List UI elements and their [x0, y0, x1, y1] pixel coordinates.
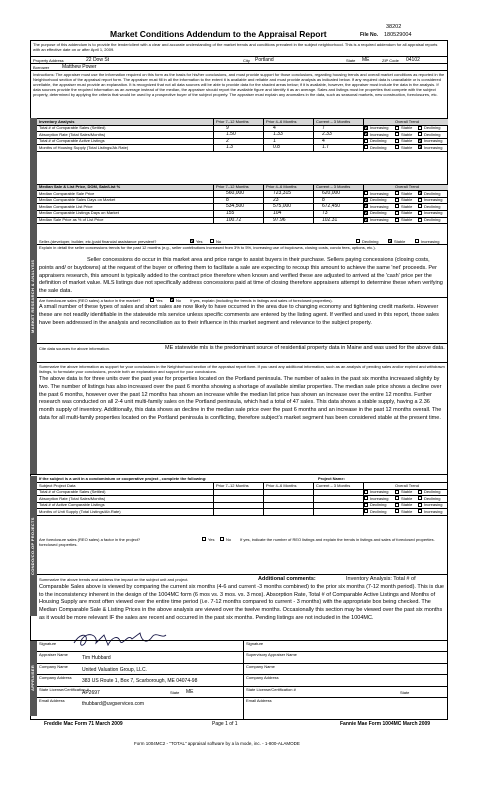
median-header-3: Current – 3 Months — [316, 184, 351, 189]
market-research-sidebar: MARKET RESEARCH & ANALYSIS — [30, 118, 37, 474]
seller-trend-stable-checkbox[interactable] — [388, 239, 392, 243]
condo-trend-checkbox-declining[interactable] — [364, 509, 368, 513]
left-signature-label: Signature — [39, 641, 57, 646]
median-hline — [37, 223, 448, 224]
condo-row-label: Months of Unit Supply (Total Listings/Ab.Rate) — [39, 508, 121, 514]
condo-vline — [213, 482, 214, 515]
seller-assist-yes-checkbox[interactable] — [190, 239, 194, 243]
condo-trend-increasing: Increasing — [424, 502, 443, 508]
median-vline — [313, 184, 314, 224]
condo-trend-checkbox-stable[interactable] — [395, 503, 399, 507]
median-cell-cur[interactable]: 102.31 — [322, 216, 338, 223]
seller-assist-question: Seller-(developer, builder, etc.)paid financial assistance prevalent? — [39, 239, 157, 244]
median-cell-p712[interactable]: 534,500 — [226, 203, 245, 210]
sig-hline — [37, 686, 448, 687]
left-company[interactable]: United Valuation Group, LLC. — [82, 666, 147, 673]
inventory-trend-increasing: Increasing — [424, 144, 443, 150]
median-row-label: Median Comparable List Price — [39, 203, 93, 209]
seller-trend-declining: Declining — [362, 239, 379, 244]
condo-row-label: Total # of Active Comparable Listings — [39, 502, 105, 508]
seller-concessions-prompt: Explain in detail the seller concessions trends for the past 12 months (e.g., seller contributions increased from 3% to 5%, increasing use of buydowns, closing costs, condo fees, options, etc.). — [39, 245, 376, 250]
median-trend-increasing: Increasing — [424, 197, 443, 203]
inventory-trend-increasing: Increasing — [370, 131, 389, 137]
left-email[interactable]: thubbard@uvgservices.com — [82, 701, 145, 707]
inventory-header-1: Prior 7–12 Months — [216, 118, 249, 124]
condo-trend-increasing: Increasing — [370, 495, 389, 501]
median-trend-increasing: Increasing — [370, 190, 389, 196]
median-trend-checkbox-increasing[interactable] — [364, 204, 368, 208]
median-trend-declining: Declining — [370, 210, 387, 216]
median-hline — [37, 184, 448, 185]
condo-header-1: Prior 7–12 Months — [216, 482, 249, 488]
inventory-cell-p46[interactable]: 0.8 — [273, 144, 280, 151]
median-trend-checkbox-declining[interactable] — [364, 198, 368, 202]
sig-hline — [37, 697, 448, 698]
median-trend-stable: Stable — [401, 217, 413, 222]
foreclosure-prompt: If yes, explain (including the trends in listings and sales of foreclosed properties). — [190, 298, 333, 303]
median-row-label: Median Sale Price as % of List Price — [39, 217, 104, 222]
inventory-trend-checkbox-declining[interactable] — [418, 126, 422, 130]
additional-comments-text[interactable]: Inventory Analysis: Total # of Comparable Sales above is viewed by comparing the current six months (4-6 and current -3 months combined) to the prior six months (7-12 month period). This is due to the inconsistency inherent in the design of the 1004MC form (6 mos vs. 3 mos. vs. 3 mos). Absorption Rate, Total # of Comparable Active Listings and Months of Housing Supply are most often viewed over the entire time period (i.e. 7-12 months compared to current - 3 months) with the appropriate box being checked. The Median Comparable Sale & Listing Prices in the above analysis are viewed over the twelve months. Occasionally this section may be viewed over the past six months as it would be more relevant IF the sales are recent and occurred in the past six months. Pending listings are not included in the 1004MC. — [39, 576, 444, 621]
condo-reo-prompt: If yes, indicate the number of REO listings and explain the trends in listings and sales of foreclosed properties. — [240, 537, 435, 542]
seller-trend-increasing-checkbox[interactable] — [415, 239, 419, 243]
footer-bottom: Form 1004MC2 - "TOTAL" appraisal software by a la mode, inc. - 1-800-ALAMODE — [134, 741, 300, 746]
borrower[interactable]: Matthew Power — [62, 64, 97, 70]
condo-trend-declining: Declining — [370, 508, 387, 514]
inventory-trend-checkbox-increasing[interactable] — [364, 132, 368, 136]
inventory-trend-stable: Stable — [401, 125, 413, 131]
condo-trend-increasing: Increasing — [370, 489, 389, 495]
left-name[interactable]: Tim Hubbard — [82, 655, 111, 662]
median-cell-cur[interactable]: 672,450 — [322, 203, 341, 210]
right-license-label: State License/Certification # — [246, 686, 296, 692]
inventory-cell-p46[interactable]: 1.33 — [273, 131, 283, 138]
state-label: State — [346, 58, 356, 63]
condo-trend-declining: Declining — [424, 495, 441, 501]
condo-trend-checkbox-increasing[interactable] — [364, 490, 368, 494]
condo-trend-stable: Stable — [401, 489, 413, 495]
condo-sidebar: CONDO/CO-OP PROJECTS — [30, 476, 37, 616]
foreclosure-yes-checkbox[interactable] — [150, 298, 154, 302]
condo-reo-question: Are foreclosure sales (REO sales) a factor in the project? — [39, 537, 141, 542]
city[interactable]: Portland — [255, 57, 274, 63]
condo-header-4: Overall Trend — [395, 482, 420, 488]
condo-reo-prompt-cont: foreclosed properties. — [39, 542, 78, 547]
condo-trend-checkbox-stable[interactable] — [395, 496, 399, 500]
right-name-label: Supervisory Appraiser Name — [246, 652, 297, 658]
inventory-cell-cur[interactable]: 2.33 — [322, 131, 332, 138]
inventory-row-label: Absorption Rate (Total Sales/Months) — [39, 131, 106, 137]
median-trend-declining: Declining — [424, 217, 441, 222]
median-cell-p712[interactable]: 8 — [226, 196, 229, 203]
left-address[interactable]: 383 US Route 1, Box 7, Scarborough, ME 04074-98 — [82, 678, 198, 685]
condo-hline — [37, 515, 448, 516]
median-trend-checkbox-increasing[interactable] — [418, 198, 422, 202]
inventory-trend-checkbox-stable[interactable] — [395, 139, 399, 143]
condo-reo-yes: Yes — [208, 537, 215, 542]
form-title: Market Conditions Addendum to the Appraisal Report — [110, 29, 327, 39]
inventory-cell-p712[interactable]: 2 — [226, 137, 229, 144]
median-trend-checkbox-increasing[interactable] — [418, 211, 422, 215]
condo-trend-stable: Stable — [401, 502, 413, 508]
median-trend-increasing: Increasing — [424, 210, 443, 216]
foreclosure-question: Are foreclosure sales (REO sales) a factor in the market? — [39, 298, 141, 303]
inventory-trend-increasing: Increasing — [424, 138, 443, 144]
median-trend-declining: Declining — [370, 197, 387, 203]
median-trend-increasing: Increasing — [370, 203, 389, 209]
seller-assist-no-label: No — [216, 239, 222, 244]
median-trend-stable: Stable — [401, 197, 413, 203]
left-address-label: Company Address — [39, 675, 72, 681]
median-cell-p46[interactable]: 575,000 — [273, 203, 292, 210]
median-cell-p712[interactable]: 100.72 — [226, 216, 242, 223]
right-state-label: State — [400, 689, 410, 695]
condo-trend-checkbox-increasing[interactable] — [418, 503, 422, 507]
condo-trend-checkbox-increasing[interactable] — [418, 509, 422, 513]
condo-trend-checkbox-stable[interactable] — [395, 490, 399, 494]
condo-question: If the subject is a unit in a condominium or cooperative project , complete the following: — [39, 476, 207, 481]
inventory-header-0: Inventory Analysis — [39, 118, 75, 124]
median-trend-checkbox-increasing[interactable] — [364, 191, 368, 195]
inventory-trend-checkbox-increasing[interactable] — [418, 139, 422, 143]
property-address[interactable]: 22 Dow St — [86, 57, 110, 63]
inventory-trend-checkbox-declining[interactable] — [418, 132, 422, 136]
median-cell-p46[interactable]: 723,315 — [273, 190, 292, 197]
inventory-trend-stable: Stable — [401, 131, 413, 137]
file-no: 180529004 — [384, 32, 412, 38]
right-company-label: Company Name — [246, 663, 275, 669]
project-name-label: Project Name: — [318, 476, 345, 481]
median-header-4: Overall Trend — [395, 184, 420, 189]
median-row-label: Median Comparable Sale Price — [39, 190, 95, 196]
median-cell-cur[interactable]: 8 — [322, 196, 325, 203]
condo-trend-stable: Stable — [401, 495, 413, 501]
top-number: 38202 — [386, 24, 402, 30]
summary-text[interactable]: The above data is for three units over the past year for properties located on the Portland peninsula. The number of sales in the past six months increased slightly by two. The number of listings has also increased over the past 6 months showing a shortage of available similar properties. The median sale price shows a decline over the past 6 months, however over the past 12 months has shown an increase while the median list price has shown an increase over the entire 12 months. Further research was conducted on all 2-4 unit multi-family sales on the Portland peninsula, which had a total of 47 sales. This data shows a stable supply, having a 2.36 month supply of inventory. Additionally, this data shows an decline in the median sale price over the past 6 months and an increase in the past 12 months overall. The data for all multi-family properties located on the Portland peninsula is conflicting, therefore subject's market segment has been considered stable at the present time. — [39, 376, 442, 421]
inventory-trend-checkbox-stable[interactable] — [395, 145, 399, 149]
condo-reo-no-checkbox[interactable] — [220, 537, 224, 541]
data-sources-prompt: Cite data sources for above information. — [39, 346, 110, 351]
condo-summary-prompt: Summarize the above trends and address the impact on the subject unit and project. — [39, 577, 189, 582]
condo-reo-yes-checkbox[interactable] — [202, 537, 206, 541]
median-cell-p712[interactable]: 155 — [226, 209, 235, 216]
instructions-text: Instructions: The appraiser must use the information required on this form as the basis for his/her conclusions, and must provide support for those conclusions, regarding housing trends and overall market conditions as reported in the Neighborhood section of the appraisal report form. The appraiser must fill in all the information to the extent it is available and reliable and must provide analysis as indicated below. If any required data is unavailable or is considered unreliable, the appraiser must provide an explanation. It is recognized that not all data sources will be able to provide data for the shaded areas below; if it is available, however, the appraiser must include the data in the analysis. If data sources provide the required information as an average instead of the median, the appraiser should report the available figure and identify it as an average. Sales and listings must be properties that compete with the subject property, determined by applying the criteria that would be used by a prospective buyer of the subject property. The appraiser must explain any anomalies in the data, such as seasonal markets, new construction, foreclosures, etc. — [33, 72, 445, 97]
footer-left: Freddie Mac Form 71 March 2009 — [44, 721, 123, 727]
median-vline — [213, 184, 214, 224]
inventory-trend-stable: Stable — [401, 138, 413, 144]
inventory-vline — [213, 118, 214, 151]
foreclosure-no-label: No — [176, 298, 182, 303]
foreclosure-no-checkbox[interactable] — [170, 298, 174, 302]
median-trend-increasing: Increasing — [370, 217, 389, 222]
summary-prompt: Summarize the above information as support for your conclusions in the Neighborhood section of the appraisal report form. If you used any additional information, such as an analysis of pending sales and/or expired and withdrawn listings, to formulate your conclusions, provide both an explanation and support for your conclusions. — [39, 364, 445, 374]
median-row-label: Median Comparable Sales Days on Market — [39, 197, 116, 203]
city-label: City — [243, 58, 250, 63]
inventory-trend-checkbox-increasing[interactable] — [364, 126, 368, 130]
condo-row-label: Total # of Comparable Sales (Settled) — [39, 489, 106, 495]
inventory-cell-p712[interactable]: 1.3 — [226, 144, 233, 151]
condo-vline — [263, 482, 264, 515]
sig-hline — [37, 674, 448, 675]
inventory-trend-stable: Stable — [401, 144, 413, 150]
seller-concessions-text[interactable]: Seller concessions do occur in this market area and price range to assist buyers in their purchase. Sellers paying concessions (closing costs, points and/ or buydowns) at the request of the buyer or offering them to facilitate a sale are expecting to recoup this amount to achieve the same 'net' proceeds. Per appraisers research, this amount is typically added to the contract price therefore when known and verified these are adjusted to arrived at the 'cash' price per the definition of market value. MLS listings due not specifically address concessions paid at time of closing therefore appraisers attempt to determine these when verifying the sale data. — [39, 257, 443, 295]
median-trend-checkbox-declining[interactable] — [418, 218, 422, 222]
appraiser-sidebar: APPRAISER — [30, 640, 37, 716]
median-trend-checkbox-declining[interactable] — [418, 191, 422, 195]
median-trend-checkbox-stable[interactable] — [395, 218, 399, 222]
inventory-hline — [37, 151, 448, 152]
sig-hline — [37, 663, 448, 664]
median-cell-cur[interactable]: 73 — [322, 209, 328, 216]
median-header-0: Median Sale & List Price, DOM, Sale/List % — [39, 184, 121, 189]
condo-header-0: Subject Project Data — [39, 482, 76, 488]
condo-trend-increasing: Increasing — [424, 508, 443, 514]
median-row-label: Median Comparable Listings Days on Market — [39, 210, 119, 216]
median-header-2: Prior 4–6 Months — [266, 184, 297, 189]
inventory-header-4: Overall Trend — [395, 118, 420, 124]
property-address-label: Property Address — [33, 58, 64, 63]
inventory-trend-checkbox-increasing[interactable] — [418, 145, 422, 149]
seller-trend-increasing: Increasing — [421, 239, 440, 244]
condo-trend-stable: Stable — [401, 508, 413, 514]
median-cell-p46[interactable]: 104 — [273, 209, 282, 216]
condo-reo-no: No — [226, 537, 232, 542]
left-state[interactable]: ME — [186, 688, 194, 695]
inventory-header-3: Current – 3 Months — [316, 118, 351, 124]
inventory-cell-p46[interactable]: 4 — [273, 124, 276, 131]
median-trend-declining: Declining — [424, 190, 441, 196]
inventory-trend-declining: Declining — [424, 131, 441, 137]
condo-trend-checkbox-declining[interactable] — [418, 490, 422, 494]
inventory-hline — [37, 118, 448, 119]
inventory-row-label: Total # of Comparable Active Listings — [39, 138, 105, 144]
foreclosure-text[interactable]: A small number of these types of sales and short sales are now likely to have occurred in the area due to changing economy and tightening credit markets. However these are not readily identifiable in the statewide mls service unless specific comments are entered by the listing agent. If verified and used in this report, those sales have been addressed in the analysis and reconciliation as to their influence in this market segment and relevance to the subject property. — [39, 304, 439, 326]
median-trend-stable: Stable — [401, 190, 413, 196]
left-state-label: State — [170, 689, 180, 695]
inventory-trend-checkbox-declining[interactable] — [364, 139, 368, 143]
foreclosure-yes-label: Yes — [156, 298, 163, 303]
additional-comments-label: Additional comments: — [258, 576, 316, 582]
left-name-label: Appraiser Name — [39, 652, 68, 658]
purpose-text: The purpose of this addendum is to provide the lender/client with a clear and accurate understanding of the market trends and conditions prevalent in the subject neighborhood. This is a required addendum for all appraisal reports with an effective date on or after April 1, 2009. — [33, 42, 438, 52]
zip[interactable]: 04102 — [406, 57, 420, 63]
median-cell-cur[interactable]: 620,000 — [322, 190, 341, 197]
inventory-trend-checkbox-stable[interactable] — [395, 126, 399, 130]
inventory-trend-checkbox-declining[interactable] — [364, 145, 368, 149]
condo-header-3: Current – 3 Months — [316, 482, 351, 488]
median-trend-declining: Declining — [424, 203, 441, 209]
inventory-cell-p712[interactable]: 1.50 — [226, 131, 236, 138]
seller-assist-no-checkbox[interactable] — [210, 239, 214, 243]
inventory-cell-cur[interactable]: 1.7 — [322, 144, 329, 151]
median-cell-p712[interactable]: 560,000 — [226, 190, 245, 197]
median-trend-checkbox-declining[interactable] — [418, 204, 422, 208]
left-company-label: Company Name — [39, 663, 68, 669]
seller-trend-stable: Stable — [394, 239, 406, 244]
data-sources-text[interactable]: ME statewide mls is the predominant source of residential property data in Maine and was used for the above data. — [165, 345, 445, 351]
seller-assist-yes-label: Yes — [196, 239, 203, 244]
median-cell-p46[interactable]: 23 — [273, 196, 279, 203]
median-trend-stable: Stable — [401, 203, 413, 209]
median-trend-checkbox-stable[interactable] — [395, 204, 399, 208]
condo-trend-checkbox-increasing[interactable] — [364, 496, 368, 500]
left-license-label: State License/Certification # — [39, 686, 89, 692]
condo-hline — [37, 482, 448, 483]
condo-trend-checkbox-declining[interactable] — [418, 496, 422, 500]
file-no-label: File No. — [360, 32, 379, 38]
median-vline — [263, 184, 264, 224]
state[interactable]: ME — [362, 57, 370, 63]
condo-row-label: Absorption Rate (Total Sales/Months) — [39, 495, 106, 501]
footer-center: Page 1 of 1 — [212, 721, 238, 727]
right-signature-label: Signature — [246, 641, 264, 646]
condo-trend-checkbox-declining[interactable] — [364, 503, 368, 507]
inventory-cell-cur[interactable]: 4 — [322, 137, 325, 144]
median-trend-checkbox-stable[interactable] — [395, 191, 399, 195]
median-trend-checkbox-stable[interactable] — [395, 198, 399, 202]
seller-trend-declining-checkbox[interactable] — [356, 239, 360, 243]
median-cell-p46[interactable]: 97.96 — [273, 216, 286, 223]
median-trend-checkbox-increasing[interactable] — [364, 218, 368, 222]
inventory-row-label: Total # of Comparable Sales (Settled) — [39, 125, 106, 131]
inventory-trend-declining: Declining — [370, 144, 387, 150]
condo-header-2: Prior 4–6 Months — [266, 482, 297, 488]
right-email-label: Email Address — [246, 698, 272, 703]
left-email-label: Email Address — [39, 698, 65, 703]
condo-trend-checkbox-stable[interactable] — [395, 509, 399, 513]
condo-vline — [313, 482, 314, 515]
inventory-header-2: Prior 4–6 Months — [266, 118, 297, 124]
condo-trend-declining: Declining — [424, 489, 441, 495]
median-header-1: Prior 7–12 Months — [216, 184, 249, 189]
footer-right: Fannie Mae Form 1004MC March 2009 — [340, 721, 431, 727]
median-trend-checkbox-declining[interactable] — [364, 211, 368, 215]
left-license[interactable]: AP2697 — [82, 689, 100, 696]
median-trend-checkbox-stable[interactable] — [395, 211, 399, 215]
right-address-label: Company Address — [246, 675, 279, 681]
inventory-trend-increasing: Increasing — [370, 125, 389, 131]
borrower-label: Borrower — [33, 65, 50, 70]
zip-label: ZIP Code — [382, 58, 399, 63]
inventory-vline — [313, 118, 314, 151]
condo-trend-declining: Declining — [370, 502, 387, 508]
inventory-cell-cur[interactable]: 7 — [322, 124, 325, 131]
inventory-vline — [263, 118, 264, 151]
inventory-trend-declining: Declining — [424, 125, 441, 131]
inventory-cell-p46[interactable]: 1 — [273, 137, 276, 144]
inventory-cell-p712[interactable]: 9 — [226, 124, 229, 131]
median-trend-stable: Stable — [401, 210, 413, 216]
sig-hline — [37, 651, 448, 652]
inventory-trend-checkbox-stable[interactable] — [395, 132, 399, 136]
inventory-row-label: Months of Housing Supply (Total Listings/Ab.Rate) — [39, 144, 129, 150]
inventory-trend-declining: Declining — [370, 138, 387, 144]
